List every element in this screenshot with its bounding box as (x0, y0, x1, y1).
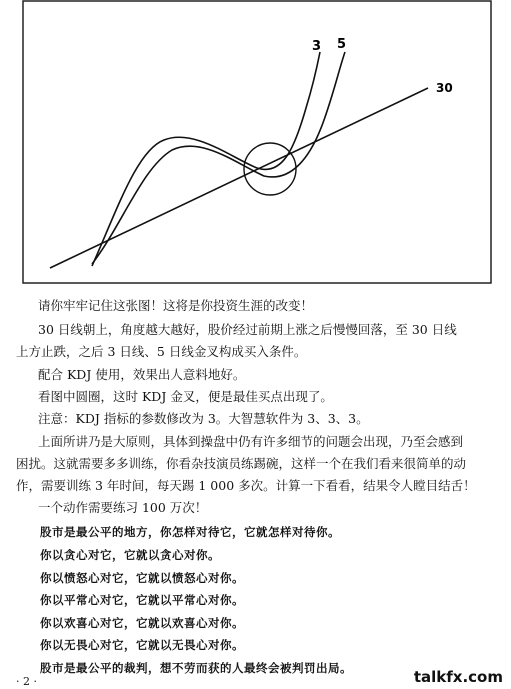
paragraph-principle: 上面所讲乃是大原则，具体到操盘中仍有许多细节的问题会出现，乃至会感到 (38, 434, 464, 449)
paragraph-principle-3: 作，需要训练 3 年时间，每天踢 1 000 多次。计算一下看看，结果令人瞠目结舌！ (16, 478, 476, 493)
paragraph-million: 一个动作需要练习 100 万次！ (38, 500, 208, 515)
saying-fearless: 你以无畏心对它，它就以无畏心对你。 (40, 638, 244, 652)
watermark: talkfx.com (413, 668, 503, 686)
saying-calm: 你以平常心对它，它就以平常心对你。 (40, 593, 244, 607)
moving-average-diagram (22, 0, 492, 284)
saying-joy: 你以欢喜心对它，它就以欢喜心对你。 (40, 616, 244, 630)
paragraph-note: 注意：KDJ 指标的参数修改为 3。大智慧软件为 3、3、3。 (38, 411, 369, 426)
paragraph-30day-cont: 上方止跌，之后 3 日线、5 日线金叉构成买入条件。 (16, 344, 307, 359)
page-number: · 2 · (16, 675, 37, 688)
paragraph-principle-2: 困扰。这就需要多多训练，你看杂技演员练踢碗，这样一个在我们看来很简单的动 (16, 456, 467, 471)
paragraph-circle: 看图中圆圈，这时 KDJ 金叉，便是最佳买点出现了。 (38, 389, 333, 404)
paragraph-remember: 请你牢牢记住这张图！这将是你投资生涯的改变！ (38, 298, 314, 313)
saying-anger: 你以愤怒心对它，它就以愤怒心对你。 (40, 571, 244, 585)
paragraph-kdj: 配合 KDJ 使用，效果出人意料地好。 (38, 367, 246, 382)
ma30-label: 30 (436, 81, 453, 95)
chart-frame (23, 1, 491, 283)
saying-fair-judge: 股市是最公平的裁判，想不劳而获的人最终会被判罚出局。 (40, 661, 352, 675)
ma3-line (92, 52, 320, 266)
saying-greed: 你以贪心对它，它就以贪心对你。 (40, 548, 220, 562)
paragraph-30day-line: 30 日线朝上，角度越大越好，股价经过前期上涨之后慢慢回落，至 30 日线 (38, 322, 457, 337)
saying-fair-market: 股市是最公平的地方，你怎样对待它，它就怎样对待你。 (40, 525, 340, 539)
ma5-line (92, 52, 345, 264)
ma3-label: 3 (312, 39, 322, 54)
ma5-label: 5 (337, 37, 347, 52)
